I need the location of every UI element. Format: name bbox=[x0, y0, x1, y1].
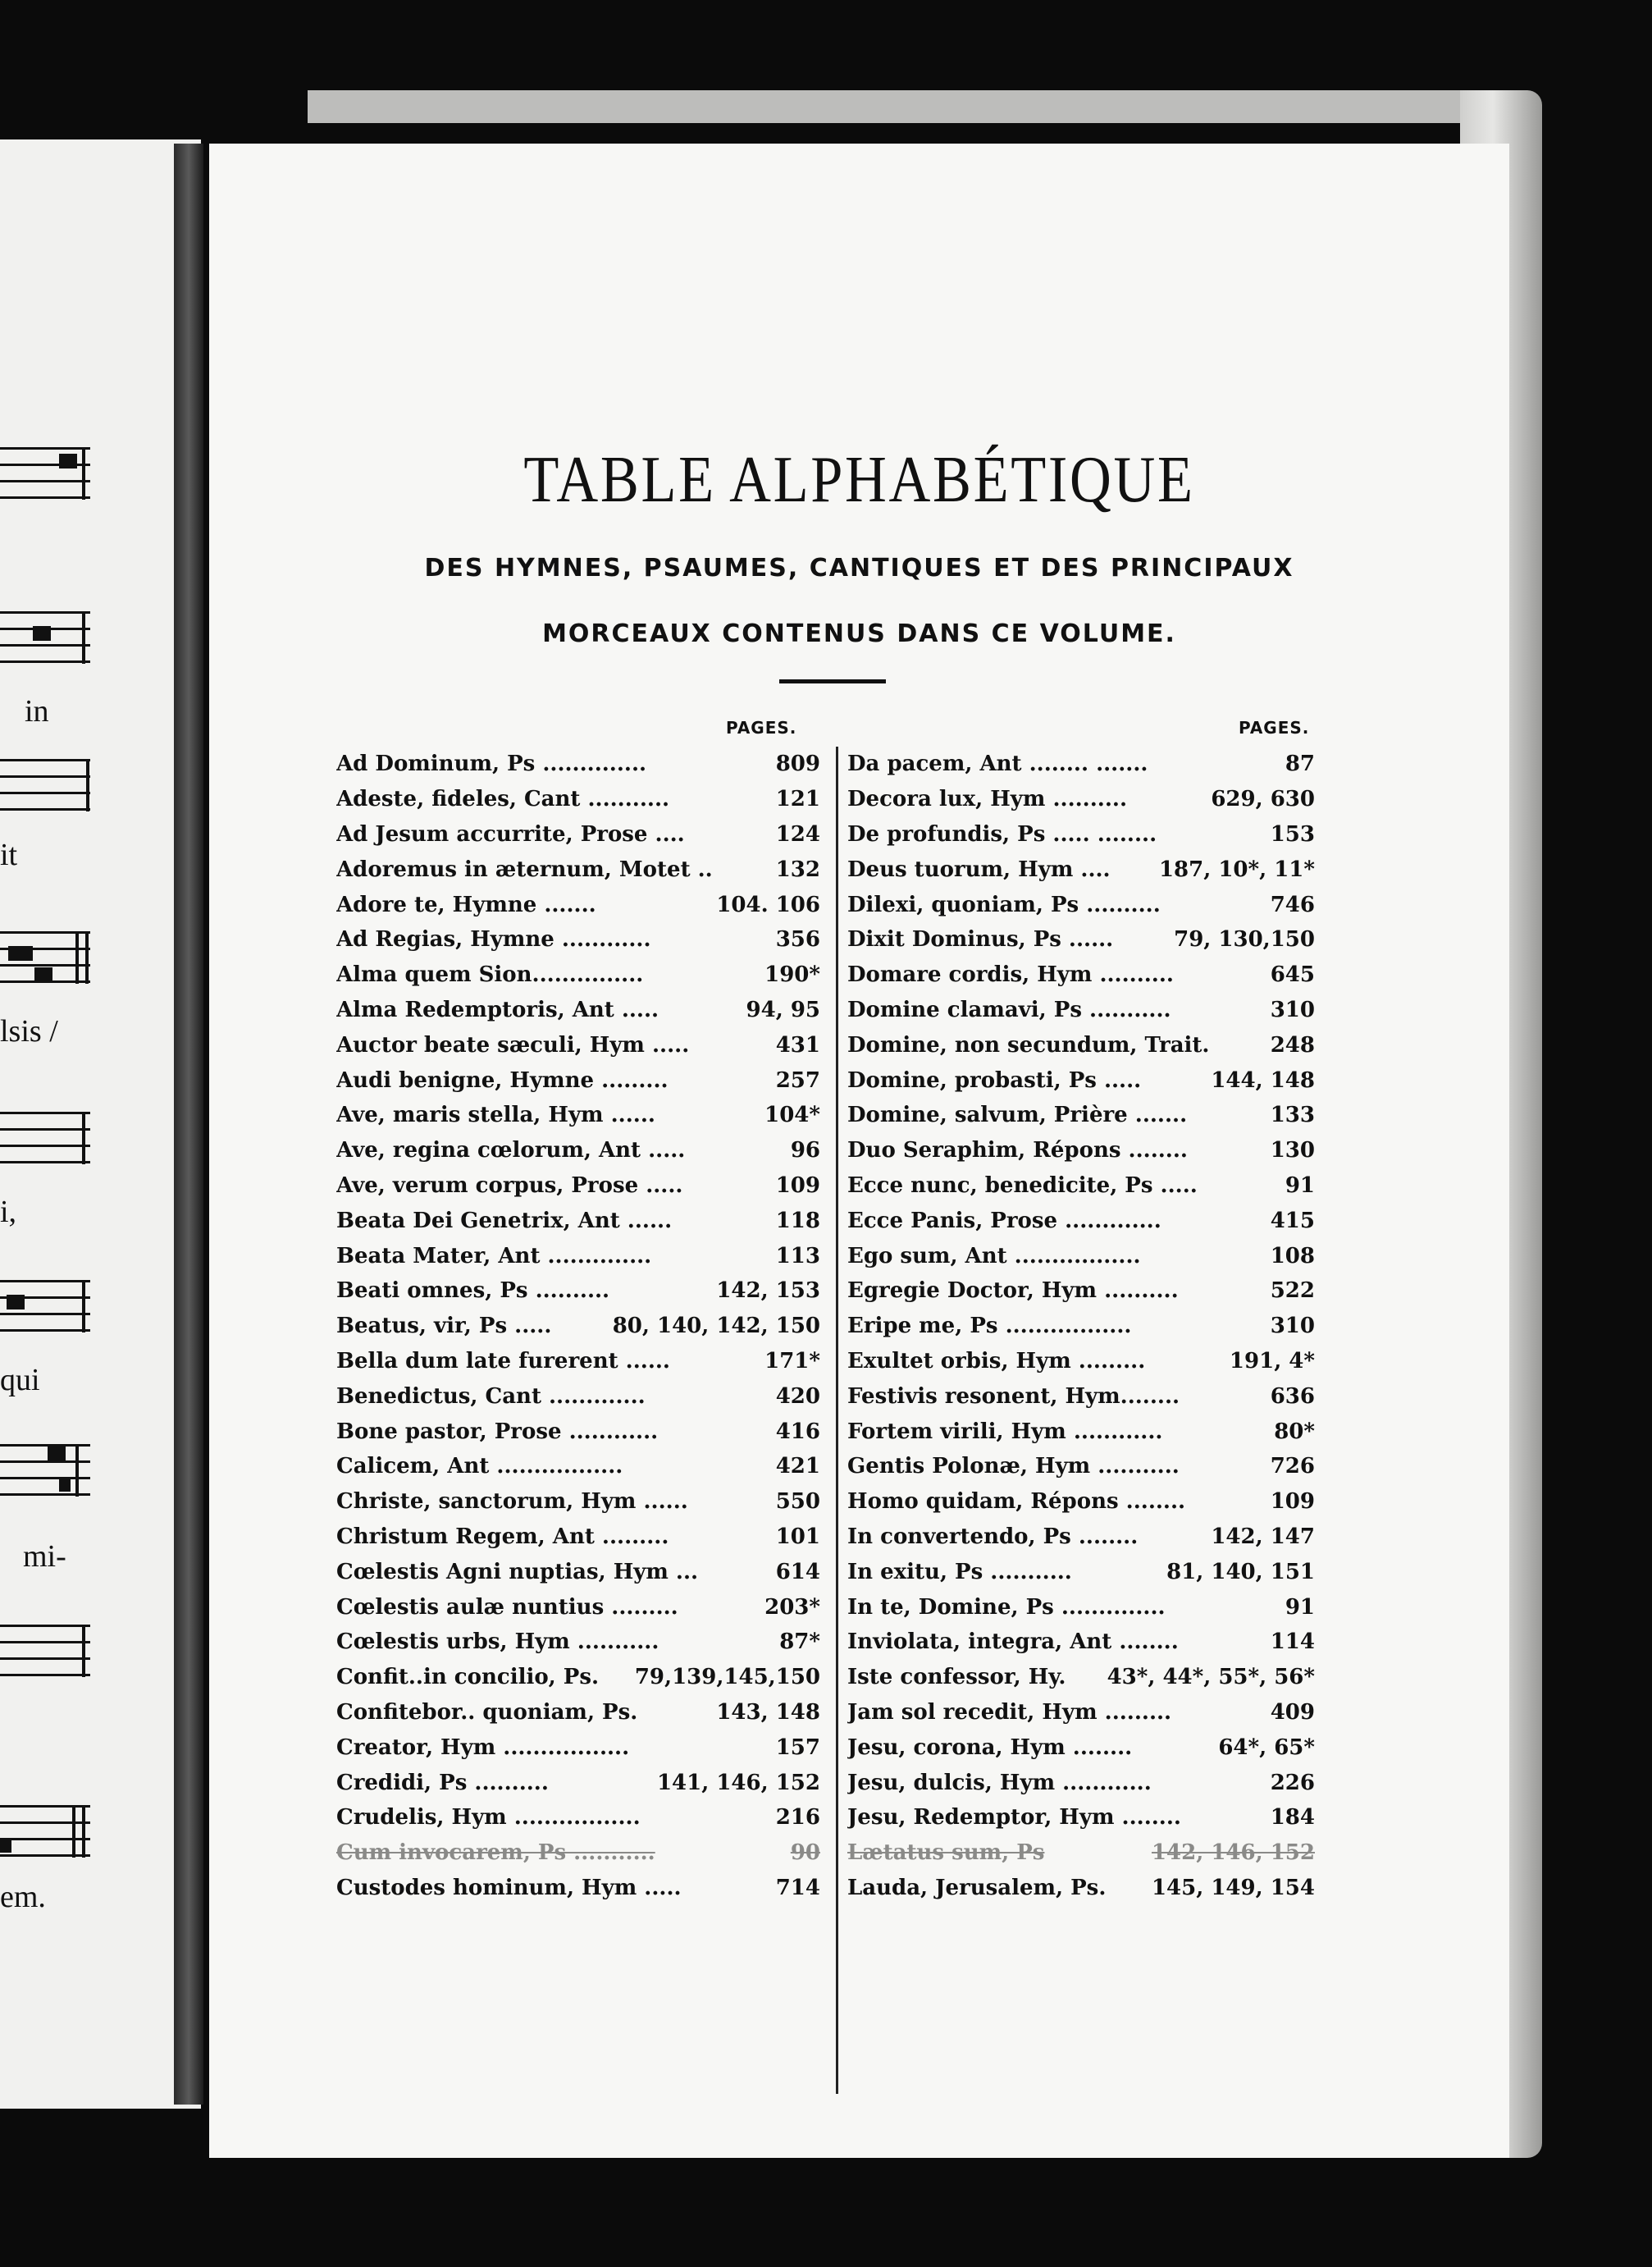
left-page-fragment bbox=[0, 139, 201, 2109]
index-entry-pages: 80* bbox=[1274, 1419, 1315, 1444]
index-entry-pages: 431 bbox=[775, 1032, 820, 1058]
index-entry-pages: 420 bbox=[775, 1383, 820, 1409]
index-entry bbox=[847, 1695, 1315, 1730]
index-entry bbox=[336, 1589, 820, 1625]
index-entry-title: Lauda, Jerusalem, Ps. bbox=[847, 1875, 1107, 1900]
index-entry-title: Cœlestis Agni nuptias, Hym ... bbox=[336, 1559, 699, 1584]
index-entry bbox=[847, 1800, 1315, 1835]
index-entry bbox=[847, 1168, 1315, 1204]
index-entry-pages: 421 bbox=[775, 1454, 820, 1479]
index-entry-title: In convertendo, Ps ........ bbox=[847, 1524, 1139, 1549]
index-entry-pages: 133 bbox=[1270, 1103, 1315, 1128]
index-entry-pages: 87 bbox=[1285, 752, 1315, 777]
index-entry-title: Beati omnes, Ps .......... bbox=[336, 1278, 610, 1304]
page-title: TABLE ALPHABÉTIQUE bbox=[523, 444, 1195, 516]
index-entry-pages: 142, 153 bbox=[716, 1278, 820, 1304]
index-entry-pages: 144, 148 bbox=[1211, 1067, 1315, 1093]
index-entry bbox=[336, 1344, 820, 1379]
index-entry-pages: 157 bbox=[775, 1735, 820, 1760]
index-entry-pages: 113 bbox=[775, 1243, 820, 1268]
index-entry-title: Benedictus, Cant ............. bbox=[336, 1383, 646, 1409]
index-entry bbox=[336, 1238, 820, 1273]
index-entry-pages: 80, 140, 142, 150 bbox=[612, 1314, 820, 1339]
index-column-left bbox=[336, 747, 820, 1905]
index-entry-title: Dilexi, quoniam, Ps .......... bbox=[847, 892, 1161, 917]
index-entry-title: Auctor beate sæculi, Hym ..... bbox=[336, 1032, 690, 1058]
index-entry bbox=[336, 1098, 820, 1133]
index-entry-title: Ave, verum corpus, Prose ..... bbox=[336, 1172, 683, 1198]
index-entry-pages: 94, 95 bbox=[746, 997, 820, 1022]
lyric-syllable: mi- bbox=[23, 1539, 66, 1574]
index-entry bbox=[847, 817, 1315, 852]
index-entry-pages: 746 bbox=[1270, 892, 1315, 917]
index-entry-pages: 226 bbox=[1270, 1770, 1315, 1795]
index-entry bbox=[847, 1484, 1315, 1520]
index-entry-pages: 91 bbox=[1285, 1594, 1315, 1620]
index-entry bbox=[847, 1203, 1315, 1238]
index-entry-title: Duo Seraphim, Répons ........ bbox=[847, 1138, 1188, 1163]
index-entry-title: In exitu, Ps ........... bbox=[847, 1559, 1072, 1584]
index-entry-title: Custodes hominum, Hym ..... bbox=[336, 1875, 682, 1900]
lyric-syllable: i, bbox=[0, 1195, 17, 1229]
index-entry bbox=[847, 852, 1315, 887]
index-entry bbox=[336, 958, 820, 993]
index-entry bbox=[336, 1660, 820, 1695]
index-entry-pages: 141, 146, 152 bbox=[656, 1770, 820, 1795]
index-entry-pages: 124 bbox=[775, 821, 820, 847]
subtitle-line-1: DES HYMNES, PSAUMES, CANTIQUES ET DES PRINCIPAUX bbox=[424, 554, 1294, 583]
index-entry bbox=[336, 1309, 820, 1344]
music-staff bbox=[0, 611, 90, 664]
index-entry bbox=[336, 1414, 820, 1449]
index-entry-title: Alma quem Sion............... bbox=[336, 962, 644, 988]
index-entry-pages: 191, 4* bbox=[1229, 1348, 1315, 1373]
index-entry bbox=[847, 1273, 1315, 1309]
index-entry-title: Domare cordis, Hym .......... bbox=[847, 962, 1174, 988]
lyric-syllable: lsis / bbox=[0, 1014, 58, 1049]
index-entry-pages: 629, 630 bbox=[1211, 787, 1315, 812]
index-entry bbox=[336, 887, 820, 922]
index-entry bbox=[336, 1765, 820, 1800]
index-entry-title: Domine, non secundum, Trait. bbox=[847, 1032, 1210, 1058]
index-entry bbox=[336, 747, 820, 782]
index-entry-pages: 522 bbox=[1270, 1278, 1315, 1304]
index-entry-pages: 248 bbox=[1270, 1032, 1315, 1058]
index-entry bbox=[336, 1695, 820, 1730]
index-entry bbox=[336, 1554, 820, 1589]
index-entry bbox=[336, 1625, 820, 1660]
index-entry-title: Fortem virili, Hym ............ bbox=[847, 1419, 1163, 1444]
index-entry-title: Christum Regem, Ant ......... bbox=[336, 1524, 669, 1549]
index-entry-title: De profundis, Ps ..... ........ bbox=[847, 821, 1157, 847]
pages-header-right: PAGES. bbox=[1239, 718, 1310, 738]
index-entry-title: Domine, salvum, Prière ....... bbox=[847, 1103, 1188, 1128]
index-entry-pages: 190* bbox=[764, 962, 820, 988]
index-entry-pages: 64*, 65* bbox=[1218, 1735, 1315, 1760]
index-entry bbox=[847, 958, 1315, 993]
lyric-syllable: em. bbox=[0, 1880, 46, 1914]
music-staff bbox=[0, 759, 90, 811]
index-entry-title: Egregie Doctor, Hym .......... bbox=[847, 1278, 1179, 1304]
index-entry-pages: 79,139,145,150 bbox=[634, 1665, 820, 1690]
pages-header-left: PAGES. bbox=[726, 718, 797, 738]
index-entry-title: Ad Dominum, Ps .............. bbox=[336, 752, 647, 777]
index-entry bbox=[336, 1027, 820, 1063]
book-gutter bbox=[174, 144, 203, 2105]
index-entry bbox=[847, 887, 1315, 922]
index-entry bbox=[336, 1871, 820, 1906]
index-entry-title: Da pacem, Ant ........ ....... bbox=[847, 752, 1148, 777]
index-entry-pages: 142, 146, 152 bbox=[1151, 1840, 1315, 1866]
index-entry-title: In te, Domine, Ps .............. bbox=[847, 1594, 1166, 1620]
index-column-right bbox=[847, 747, 1315, 1905]
index-page bbox=[209, 144, 1509, 2158]
index-entry-title: Exultet orbis, Hym ......... bbox=[847, 1348, 1146, 1373]
index-entry bbox=[336, 1168, 820, 1204]
index-entry-title: Domine clamavi, Ps ........... bbox=[847, 997, 1171, 1022]
index-entry-pages: 109 bbox=[775, 1172, 820, 1198]
index-entry bbox=[336, 1484, 820, 1520]
index-entry-pages: 645 bbox=[1270, 962, 1315, 988]
index-entry bbox=[847, 922, 1315, 958]
index-entry-pages: 726 bbox=[1270, 1454, 1315, 1479]
index-entry-title: Alma Redemptoris, Ant ..... bbox=[336, 997, 659, 1022]
lyric-syllable: it bbox=[0, 838, 18, 872]
index-entry bbox=[336, 782, 820, 817]
index-entry bbox=[336, 993, 820, 1028]
index-entry-pages: 356 bbox=[775, 927, 820, 953]
index-entry-title: Cœlestis aulæ nuntius ......... bbox=[336, 1594, 678, 1620]
index-entry-title: Cum invocarem, Ps ........... bbox=[336, 1840, 655, 1866]
index-entry-title: Dixit Dominus, Ps ...... bbox=[847, 927, 1114, 953]
index-entry-pages: 171* bbox=[764, 1348, 820, 1373]
index-entry-title: Credidi, Ps .......... bbox=[336, 1770, 549, 1795]
index-entry bbox=[847, 1520, 1315, 1555]
index-entry-title: Ecce Panis, Prose ............. bbox=[847, 1208, 1161, 1233]
index-entry-pages: 550 bbox=[775, 1489, 820, 1515]
index-entry bbox=[336, 922, 820, 958]
column-divider bbox=[836, 747, 838, 2094]
index-entry-title: Lætatus sum, Ps bbox=[847, 1840, 1045, 1866]
index-entry-title: Bella dum late furerent ...... bbox=[336, 1348, 670, 1373]
index-entry-pages: 81, 140, 151 bbox=[1166, 1559, 1315, 1584]
index-entry-pages: 96 bbox=[790, 1138, 820, 1163]
index-entry-title: Gentis Polonæ, Hym ........... bbox=[847, 1454, 1180, 1479]
subtitle-line-2: MORCEAUX CONTENUS DANS CE VOLUME. bbox=[542, 619, 1176, 648]
index-entry-pages: 87* bbox=[779, 1629, 820, 1655]
index-entry bbox=[336, 852, 820, 887]
index-entry-pages: 415 bbox=[1270, 1208, 1315, 1233]
index-entry-title: Beata Dei Genetrix, Ant ...... bbox=[336, 1208, 673, 1233]
music-staff bbox=[0, 1280, 90, 1332]
index-entry-pages: 184 bbox=[1270, 1805, 1315, 1831]
index-entry-title: Decora lux, Hym .......... bbox=[847, 787, 1127, 812]
index-entry-title: Inviolata, integra, Ant ........ bbox=[847, 1629, 1179, 1655]
index-entry-title: Cœlestis urbs, Hym ........... bbox=[336, 1629, 659, 1655]
music-staff bbox=[0, 1444, 90, 1497]
index-entry-pages: 104. 106 bbox=[716, 892, 820, 917]
index-entry-pages: 409 bbox=[1270, 1699, 1315, 1725]
index-entry bbox=[847, 1309, 1315, 1344]
index-entry bbox=[336, 1520, 820, 1555]
index-entry bbox=[336, 1203, 820, 1238]
index-entry bbox=[847, 747, 1315, 782]
index-entry bbox=[336, 1133, 820, 1168]
index-entry bbox=[336, 1273, 820, 1309]
index-entry-pages: 90 bbox=[790, 1840, 820, 1866]
index-entry-pages: 310 bbox=[1270, 1314, 1315, 1339]
index-entry-pages: 109 bbox=[1270, 1489, 1315, 1515]
index-entry-pages: 118 bbox=[775, 1208, 820, 1233]
index-entry-pages: 714 bbox=[775, 1875, 820, 1900]
index-entry-title: Festivis resonent, Hym........ bbox=[847, 1383, 1180, 1409]
index-entry-title: Deus tuorum, Hym .... bbox=[847, 857, 1111, 882]
index-entry bbox=[847, 1133, 1315, 1168]
index-entry-title: Ecce nunc, benedicite, Ps ..... bbox=[847, 1172, 1198, 1198]
index-entry bbox=[336, 1800, 820, 1835]
lyric-syllable: qui bbox=[0, 1363, 40, 1397]
index-entry-title: Jesu, corona, Hym ........ bbox=[847, 1735, 1133, 1760]
index-entry bbox=[847, 1871, 1315, 1906]
index-entry-title: Beatus, vir, Ps ..... bbox=[336, 1314, 552, 1339]
index-entry-title: Jesu, dulcis, Hym ............ bbox=[847, 1770, 1152, 1795]
index-entry bbox=[847, 993, 1315, 1028]
index-entry bbox=[847, 1098, 1315, 1133]
index-entry bbox=[847, 1730, 1315, 1765]
index-entry-title: Iste confessor, Hy. bbox=[847, 1665, 1066, 1690]
index-entry-title: Eripe me, Ps ................. bbox=[847, 1314, 1132, 1339]
index-entry bbox=[336, 1835, 820, 1871]
title-rule bbox=[779, 679, 886, 683]
index-entry bbox=[847, 1378, 1315, 1414]
index-entry-pages: 104* bbox=[764, 1103, 820, 1128]
index-entry bbox=[847, 1238, 1315, 1273]
index-entry-title: Adore te, Hymne ....... bbox=[336, 892, 596, 917]
index-entry-pages: 310 bbox=[1270, 997, 1315, 1022]
index-entry bbox=[847, 1554, 1315, 1589]
index-entry-pages: 809 bbox=[775, 752, 820, 777]
index-entry bbox=[847, 1660, 1315, 1695]
index-entry-pages: 216 bbox=[775, 1805, 820, 1831]
index-entry-title: Domine, probasti, Ps ..... bbox=[847, 1067, 1142, 1093]
index-entry-pages: 132 bbox=[775, 857, 820, 882]
index-entry-title: Confitebor.. quoniam, Ps. bbox=[336, 1699, 638, 1725]
index-entry-pages: 142, 147 bbox=[1211, 1524, 1315, 1549]
index-entry-title: Christe, sanctorum, Hym ...... bbox=[336, 1489, 688, 1515]
index-entry bbox=[847, 1414, 1315, 1449]
index-entry bbox=[336, 1730, 820, 1765]
index-entry-title: Ave, maris stella, Hym ...... bbox=[336, 1103, 655, 1128]
index-entry bbox=[847, 1027, 1315, 1063]
music-staff bbox=[0, 1625, 90, 1677]
index-entry-pages: 153 bbox=[1270, 821, 1315, 847]
index-entry-title: Jam sol recedit, Hym ......... bbox=[847, 1699, 1172, 1725]
index-entry bbox=[847, 1765, 1315, 1800]
music-staff bbox=[0, 447, 90, 500]
music-staff bbox=[0, 1805, 90, 1858]
index-entry bbox=[847, 782, 1315, 817]
index-entry bbox=[847, 1449, 1315, 1484]
page-top-edge bbox=[308, 90, 1522, 123]
index-entry bbox=[336, 1063, 820, 1098]
index-entry-pages: 101 bbox=[775, 1524, 820, 1549]
index-entry-title: Ad Jesum accurrite, Prose .... bbox=[336, 821, 685, 847]
index-entry-title: Confit..in concilio, Ps. bbox=[336, 1665, 600, 1690]
index-entry-title: Calicem, Ant ................. bbox=[336, 1454, 623, 1479]
index-entry-pages: 143, 148 bbox=[716, 1699, 820, 1725]
index-entry-title: Adoremus in æternum, Motet .. bbox=[336, 857, 713, 882]
index-entry-title: Jesu, Redemptor, Hym ........ bbox=[847, 1805, 1181, 1831]
index-entry-title: Ad Regias, Hymne ............ bbox=[336, 927, 651, 953]
index-entry-title: Bone pastor, Prose ............ bbox=[336, 1419, 659, 1444]
index-entry-pages: 416 bbox=[775, 1419, 820, 1444]
index-entry-title: Audi benigne, Hymne ......... bbox=[336, 1067, 669, 1093]
index-entry bbox=[847, 1344, 1315, 1379]
index-entry-pages: 130 bbox=[1270, 1138, 1315, 1163]
index-entry-pages: 43*, 44*, 55*, 56* bbox=[1107, 1665, 1315, 1690]
index-entry-pages: 91 bbox=[1285, 1172, 1315, 1198]
index-entry bbox=[847, 1589, 1315, 1625]
index-entry bbox=[336, 1378, 820, 1414]
index-entry bbox=[336, 1449, 820, 1484]
index-entry-pages: 636 bbox=[1270, 1383, 1315, 1409]
index-entry-title: Homo quidam, Répons ........ bbox=[847, 1489, 1186, 1515]
index-entry-title: Ave, regina cœlorum, Ant ..... bbox=[336, 1138, 686, 1163]
music-staff bbox=[0, 931, 90, 984]
index-entry-pages: 203* bbox=[764, 1594, 820, 1620]
index-entry bbox=[847, 1063, 1315, 1098]
index-entry-title: Beata Mater, Ant .............. bbox=[336, 1243, 652, 1268]
index-entry-pages: 79, 130,150 bbox=[1174, 927, 1315, 953]
index-entry bbox=[847, 1625, 1315, 1660]
index-entry-pages: 257 bbox=[775, 1067, 820, 1093]
index-entry-pages: 145, 149, 154 bbox=[1151, 1875, 1315, 1900]
music-staff bbox=[0, 1112, 90, 1164]
index-entry-title: Ego sum, Ant ................. bbox=[847, 1243, 1141, 1268]
index-entry bbox=[847, 1835, 1315, 1871]
index-entry-title: Adeste, fideles, Cant ........... bbox=[336, 787, 670, 812]
index-entry-pages: 108 bbox=[1270, 1243, 1315, 1268]
index-entry-pages: 187, 10*, 11* bbox=[1158, 857, 1315, 882]
lyric-syllable: in bbox=[25, 694, 49, 729]
index-entry-pages: 121 bbox=[775, 787, 820, 812]
index-entry-pages: 614 bbox=[775, 1559, 820, 1584]
index-entry-title: Crudelis, Hym ................. bbox=[336, 1805, 641, 1831]
index-entry-title: Creator, Hym ................. bbox=[336, 1735, 630, 1760]
index-entry bbox=[336, 817, 820, 852]
index-entry-pages: 114 bbox=[1270, 1629, 1315, 1655]
